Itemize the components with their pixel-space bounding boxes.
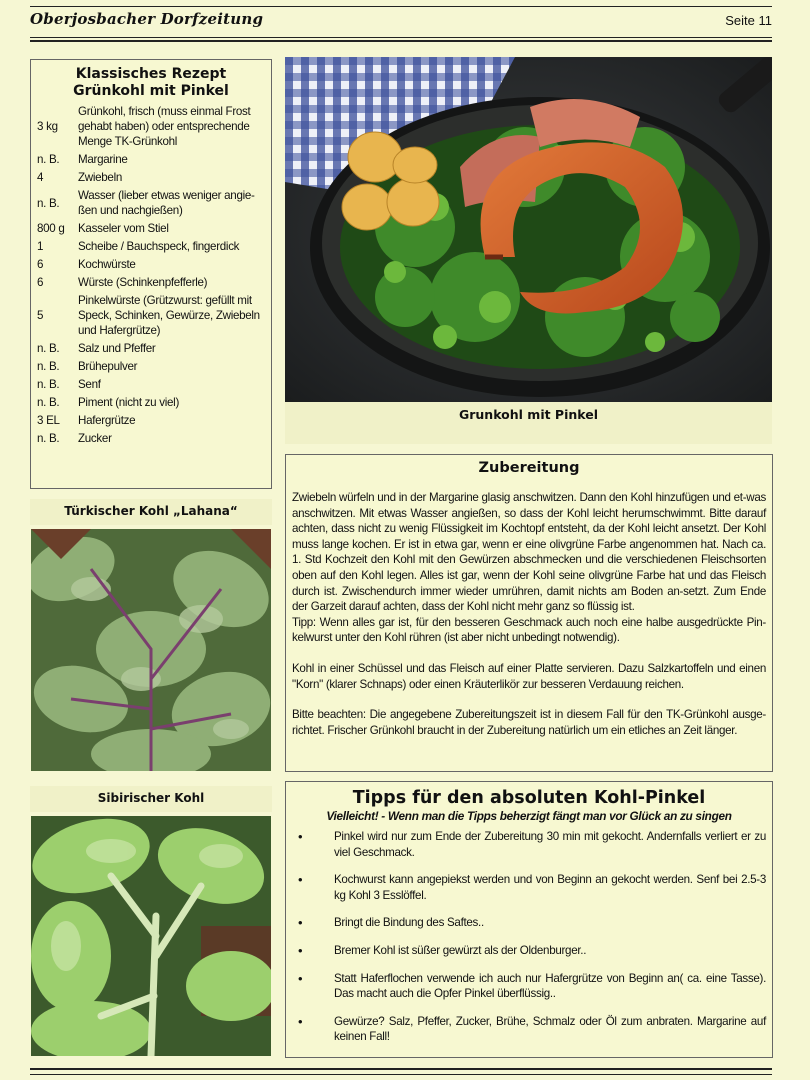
ingredient-item: Piment (nicht zu viel) bbox=[78, 396, 179, 409]
recipe-title-line1: Klassisches Rezept bbox=[75, 66, 227, 82]
ingredient-item: Margarine bbox=[78, 153, 128, 166]
ingredient-row bbox=[31, 256, 266, 274]
ingredient-item: Pinkelwürste (Grützwurst: gefüllt mit Speck, Schinken, Gewürze, Zwiebeln und Hafergrütze) bbox=[78, 294, 260, 337]
ingredient-row bbox=[31, 103, 266, 151]
ingredient-item: Kochwürste bbox=[78, 258, 136, 271]
recipe-box bbox=[30, 59, 272, 489]
ingredient-row bbox=[31, 292, 266, 340]
ingredient-row bbox=[31, 376, 266, 394]
tip-text: Gewürze? Salz, Pfeffer, Zucker, Brühe, Schmalz oder Öl zum anbraten. Margarine auf keinen Fall! bbox=[334, 1014, 766, 1044]
tip-text: Kochwurst kann angepiekst werden und von Beginn an gekocht werden. Senf bei 2.5-3 kg Kohl 3 Esslöffel. bbox=[334, 873, 766, 902]
preparation-paragraph-2: Kohl in einer Schüssel und das Fleisch auf einer Platte servieren. Dazu Salzkartoffeln und einen "Korn" (klarer Schnaps) oder einen Kräuterlikör zur besseren Verdauung reichen. bbox=[292, 661, 766, 691]
ingredient-quantity: 6 bbox=[37, 258, 44, 271]
header-bottom-rule bbox=[30, 37, 772, 38]
ingredient-quantity: 4 bbox=[37, 171, 44, 184]
ingredient-row bbox=[31, 340, 266, 358]
ingredient-row bbox=[31, 430, 266, 448]
ingredient-quantity: 1 bbox=[37, 240, 44, 253]
sibirisch-caption-bar bbox=[30, 786, 272, 812]
ingredient-row bbox=[31, 274, 266, 292]
tips-subtitle: Vielleicht! - Wenn man die Tipps beherzigt fängt man vor Glück an zu singen bbox=[326, 809, 732, 823]
preparation-paragraph-1: Zwiebeln würfeln und in der Margarine glasig anschwitzen. Dann den Kohl hinzufügen und et-was anschwitzen. Mit etwas Wasser angießen, so dass der Kohl leicht herumschwimmt. Bitte darauf achten, dass nicht zu wenig Flüssigkeit im Kochtopf entsteht, da der Kohl leicht ansetzt. Der Kohl muss lange kochen. Er ist in etwa gar, wenn er eine olivgrüne Farbe angenommen hat. Nach ca. 1. Std Kochzeit den Kohl mit den Gewürzen abschmecken und die verschiedenen Fleischsorten oben auf den Kohl legen. Alles ist gar, wenn der Kohl seine olivgrüne Farbe hat und das Fleisch durch ist. Zwischendurch immer wieder umrühren, damit nichts am Boden an-setzt. Zum Ende der Garzeit darauf achten, dass der Kohl nicht mehr ganz so flüssig ist. bbox=[292, 491, 766, 614]
bullet-icon: • bbox=[298, 942, 303, 958]
header-top-rule bbox=[30, 6, 772, 7]
main-photo-block bbox=[285, 57, 772, 444]
ingredient-quantity: n. B. bbox=[37, 378, 60, 391]
ingredient-quantity: n. B. bbox=[37, 396, 60, 409]
preparation-tip: Tipp: Wenn alles gar ist, für den besseren Geschmack auch noch eine halbe ausgedrückte Pin-kelwurst unter den Kohl rühren (ist aber nicht unbedingt notwendig). bbox=[292, 615, 766, 645]
ingredient-quantity: 800 g bbox=[37, 222, 65, 235]
ingredient-quantity: n. B. bbox=[37, 342, 60, 355]
ingredient-item: Hafergrütze bbox=[78, 414, 136, 427]
ingredient-quantity: 5 bbox=[37, 309, 44, 322]
bullet-icon: • bbox=[298, 1013, 303, 1029]
lahana-kohl-photo bbox=[31, 529, 271, 771]
ingredient-item: Senf bbox=[78, 378, 101, 391]
preparation-box bbox=[285, 454, 773, 772]
bullet-icon: • bbox=[298, 970, 303, 986]
bullet-icon: • bbox=[298, 872, 303, 888]
tips-title: Tipps für den absoluten Kohl-Pinkel bbox=[352, 788, 706, 808]
tips-box bbox=[285, 781, 773, 1058]
ingredient-quantity: n. B. bbox=[37, 196, 60, 210]
ingredient-item: Brühepulver bbox=[78, 360, 138, 373]
ingredient-row bbox=[31, 169, 266, 187]
ingredient-item: Salz und Pfeffer bbox=[78, 342, 156, 355]
gruenkohl-mit-pinkel-photo bbox=[285, 57, 772, 402]
ingredient-row bbox=[31, 238, 266, 256]
main-photo-caption: Grunkohl mit Pinkel bbox=[458, 407, 599, 422]
tip-item bbox=[292, 915, 766, 931]
ingredient-item: Wasser (lieber etwas weniger angie-ßen und nachgießen) bbox=[78, 189, 255, 217]
ingredient-item: Scheibe / Bauchspeck, fingerdick bbox=[78, 240, 240, 253]
ingredient-row bbox=[31, 412, 266, 430]
bullet-icon: • bbox=[298, 829, 303, 844]
ingredient-row bbox=[31, 358, 266, 376]
tip-item bbox=[292, 872, 766, 903]
sibirisch-caption: Sibirischer Kohl bbox=[97, 791, 205, 805]
ingredient-item: Würste (Schinkenpfefferle) bbox=[78, 276, 208, 289]
ingredient-quantity: 6 bbox=[37, 276, 44, 289]
tip-text: Pinkel wird nur zum Ende der Zubereitung 30 min mit gekocht. Andernfalls verliert er zu viel Geschmack. bbox=[334, 830, 766, 859]
ingredient-table bbox=[31, 103, 266, 448]
tip-item bbox=[292, 943, 766, 959]
ingredient-item: Zucker bbox=[78, 432, 112, 445]
ingredient-quantity: n. B. bbox=[37, 432, 60, 445]
recipe-title-line2: Grünkohl mit Pinkel bbox=[73, 83, 229, 99]
preparation-title: Zubereitung bbox=[478, 460, 580, 476]
tip-text: Statt Haferflochen verwende ich auch nur Hafergrütze von Beginn an( ca. eine Tasse). Das macht auch die Opfer Pinkel überflüssig.. bbox=[334, 971, 766, 1001]
header-bottom-rule-thick bbox=[30, 40, 772, 42]
tip-text: Bringt die Bindung des Saftes.. bbox=[334, 916, 484, 930]
tip-item bbox=[292, 1014, 766, 1045]
ingredient-item: Grünkohl, frisch (muss einmal Frost gehabt haben) oder entsprechende Menge TK-Grünkohl bbox=[78, 105, 251, 148]
bullet-icon: • bbox=[298, 915, 303, 931]
tip-item bbox=[292, 829, 766, 860]
lahana-caption-bar bbox=[30, 499, 272, 525]
ingredient-quantity: 3 kg bbox=[37, 120, 58, 133]
ingredient-row bbox=[31, 151, 266, 169]
tip-item bbox=[292, 971, 766, 1002]
ingredient-quantity: n. B. bbox=[37, 153, 60, 166]
ingredient-row bbox=[31, 220, 266, 238]
ingredient-quantity: n. B. bbox=[37, 360, 60, 373]
footer-rule-thick bbox=[30, 1068, 772, 1070]
ingredient-row bbox=[31, 187, 266, 220]
preparation-paragraph-3: Bitte beachten: Die angegebene Zubereitungszeit ist in diesem Fall für den TK-Grünkohl ausge-richtet. Frischer Grünkohl braucht in der Zubereitung natürlich um ein etliches an Zeit länger. bbox=[292, 708, 766, 737]
newspaper-title: Oberjosbacher Dorfzeitung bbox=[30, 10, 264, 28]
page-number: Seite 11 bbox=[725, 13, 772, 28]
tip-text: Bremer Kohl ist süßer gewürzt als der Oldenburger.. bbox=[334, 943, 587, 957]
tips-list bbox=[292, 829, 766, 1045]
ingredient-quantity: 3 EL bbox=[37, 414, 60, 427]
footer-rule bbox=[30, 1074, 772, 1075]
ingredient-item: Zwiebeln bbox=[78, 171, 122, 184]
sibirischer-kohl-photo bbox=[31, 816, 271, 1056]
lahana-caption: Türkischer Kohl „Lahana“ bbox=[64, 504, 238, 518]
ingredient-row bbox=[31, 394, 266, 412]
ingredient-item: Kasseler vom Stiel bbox=[78, 222, 169, 235]
